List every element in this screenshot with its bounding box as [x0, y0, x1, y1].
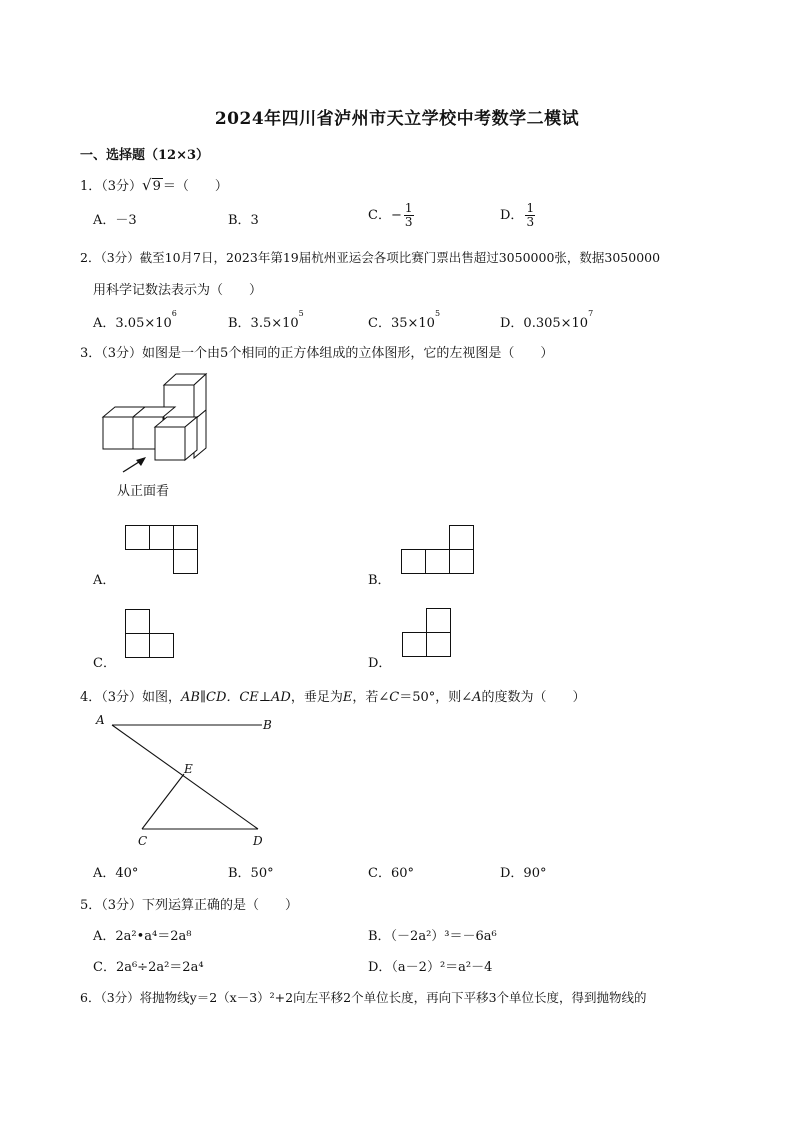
- q4-prefix: 4．（3分）如图，: [80, 690, 182, 705]
- q4-if: ，若∠: [352, 690, 390, 705]
- q1-suffix: ＝（ ）: [162, 179, 228, 194]
- q2-option-d-base: D．0.305×10: [500, 316, 589, 331]
- triangle-figure: [90, 710, 290, 855]
- point-e-label: E: [184, 762, 193, 776]
- q4-option-a: A．40°: [93, 866, 139, 881]
- q3-option-a-view: [125, 525, 201, 577]
- question-6: 6．（3分）将抛物线y＝2（x－3）²+2向左平移2个单位长度，再向下平移3个单位长度，得到抛物线的: [80, 990, 647, 1005]
- question-1: [80, 175, 228, 194]
- q2-option-d-exp: 7: [588, 309, 594, 318]
- q1-option-d-fraction: [525, 202, 535, 229]
- q4-angle: ＝50°，则∠: [399, 690, 473, 705]
- q5-option-d: D．（a－2）²＝a²－4: [368, 960, 493, 975]
- q2-option-b-exp: 5: [298, 309, 304, 318]
- q4-statement: AB∥CD．CE⊥AD: [181, 690, 291, 705]
- q2-option-c-base: C．35×10: [368, 316, 435, 331]
- q3-option-c-view: [125, 609, 177, 661]
- q2-option-c: [368, 309, 441, 331]
- q3-option-d-view: [402, 608, 454, 660]
- q1-prefix: 1．（3分）: [80, 179, 143, 194]
- q1-option-d: [500, 202, 535, 229]
- q3-option-b: B．: [368, 573, 391, 588]
- q2-option-a-exp: 6: [171, 309, 177, 318]
- question-2-line1: 2．（3分）截至10月7日，2023年第19届杭州亚运会各项比赛门票出售超过3050000张，数据3050000: [80, 250, 661, 265]
- q4-c: C: [389, 690, 400, 705]
- q2-option-a: [93, 309, 177, 331]
- q1-option-b: B．3: [228, 213, 259, 228]
- q4-option-d: D．90°: [500, 866, 547, 881]
- fraction-denominator: 3: [404, 215, 413, 229]
- q1-option-c-label: C．: [368, 208, 391, 223]
- fraction-numerator: 1: [404, 201, 413, 215]
- sqrt-symbol: √9: [142, 176, 161, 194]
- q2-option-d: [500, 309, 594, 331]
- q3-option-d: D．: [368, 656, 392, 671]
- cube-figure-caption: 从正面看: [117, 484, 170, 499]
- q1-option-d-label: D．: [500, 208, 524, 223]
- q4-option-b: B．50°: [228, 866, 274, 881]
- section-heading: 一、选择题（12×3）: [80, 148, 210, 163]
- q4-mid: ，垂足为: [290, 690, 343, 705]
- page-title: 2024年四川省泸州市天立学校中考数学二模试: [214, 109, 580, 129]
- q3-option-b-view: [401, 525, 477, 577]
- question-2-line2: 用科学记数法表示为（ ）: [93, 283, 263, 298]
- q4-foot: E: [342, 690, 353, 705]
- point-b-label: B: [263, 718, 272, 732]
- fraction-denominator: 3: [526, 215, 535, 229]
- question-4: [80, 686, 586, 705]
- q1-option-c-sign: −: [390, 208, 402, 223]
- q1-option-c: [368, 202, 414, 229]
- q2-option-b: [228, 309, 304, 331]
- point-d-label: D: [253, 834, 263, 848]
- q2-option-c-exp: 5: [434, 309, 441, 318]
- q5-option-a: A．2a²•a⁴＝2a⁸: [93, 929, 192, 944]
- question-3: 3．（3分）如图是一个由5个相同的正方体组成的立体图形，它的左视图是（ ）: [80, 346, 554, 361]
- q1-radicand: 9: [152, 179, 161, 194]
- q4-a: A: [472, 690, 482, 705]
- point-a-label: A: [96, 713, 105, 727]
- q5-option-b: B．（－2a²）³＝－6a⁶: [368, 929, 497, 944]
- q5-option-c: C．2a⁶÷2a²＝2a⁴: [93, 960, 204, 975]
- q2-option-b-base: B．3.5×10: [228, 316, 299, 331]
- q4-suffix: 的度数为（ ）: [481, 690, 586, 705]
- q3-option-c: C．: [93, 656, 116, 671]
- q1-option-a: A．－3: [93, 213, 137, 228]
- q1-option-c-fraction: [404, 202, 414, 229]
- cube-figure: [96, 372, 216, 502]
- q3-option-a: A．: [93, 573, 116, 588]
- question-5: 5．（3分）下列运算正确的是（ ）: [80, 898, 299, 913]
- q2-option-a-base: A．3.05×10: [93, 316, 172, 331]
- fraction-numerator: 1: [526, 201, 535, 215]
- point-c-label: C: [138, 834, 148, 848]
- q4-option-c: C．60°: [368, 866, 414, 881]
